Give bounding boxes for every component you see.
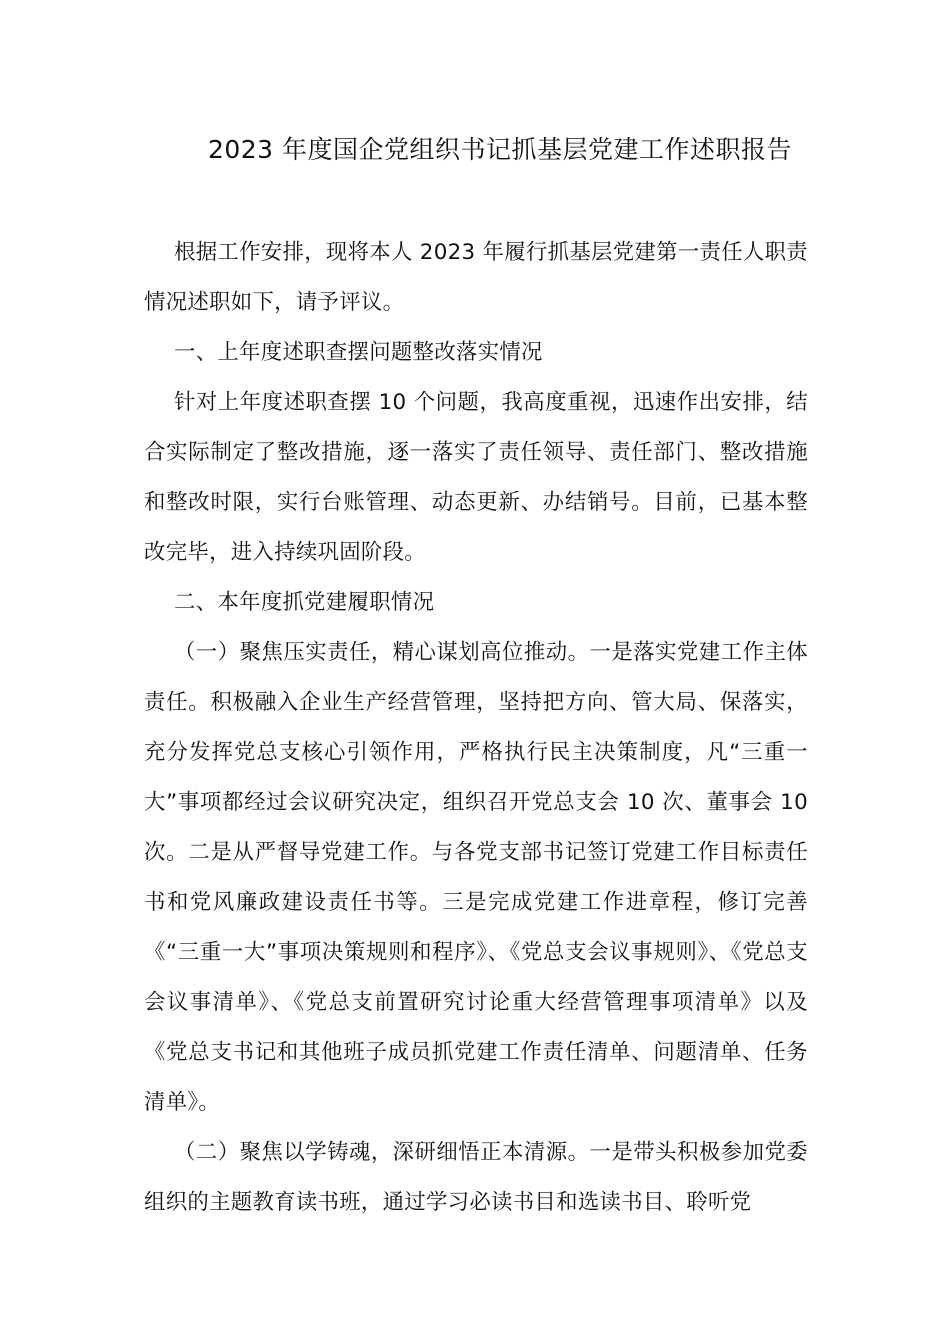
section-heading-2: 二、本年度抓党建履职情况: [174, 590, 435, 615]
document-body: [144, 228, 808, 1228]
section-1-paragraph: 针对上年度述职查摆 10 个问题，我高度重视，迅速作出安排，结合实际制定了整改措施，逐一落实了责任领导、责任部门、整改措施和整改时限，实行台账管理、动态更新、办结销号。目前，已基本整改完毕，进入持续巩固阶段。: [144, 390, 808, 565]
subsection-2-paragraph: （二）聚焦以学铸魂，深研细悟正本清源。一是带头积极参加党委组织的主题教育读书班，通过学习必读书目和选读书目、聆听党: [144, 1140, 808, 1215]
section-heading-1: 一、上年度述职查摆问题整改落实情况: [174, 340, 543, 365]
subsection-1-paragraph: （一）聚焦压实责任，精心谋划高位推动。一是落实党建工作主体责任。积极融入企业生产经营管理，坚持把方向、管大局、保落实，充分发挥党总支核心引领作用，严格执行民主决策制度，凡“三重一大”事项都经过会议研究决定，组织召开党总支会 10 次、董事会 10 次。二是从严督导党建工作。与各党支部书记签订党建工作目标责任书和党风廉政建设责任书等。三是完成党建工作进章程，修订完善《“三重一大”事项决策规则和程序》、《党总支会议事规则》、《党总支会议事清单》、《党总支前置研究讨论重大经营管理事项清单》以及《党总支书记和其他班子成员抓党建工作责任清单、问题清单、任务清单》。: [144, 640, 808, 1115]
intro-paragraph: 根据工作安排，现将本人 2023 年履行抓基层党建第一责任人职责情况述职如下，请予评议。: [144, 240, 808, 315]
document-title: 2023 年度国企党组织书记抓基层党建工作述职报告: [207, 135, 793, 164]
